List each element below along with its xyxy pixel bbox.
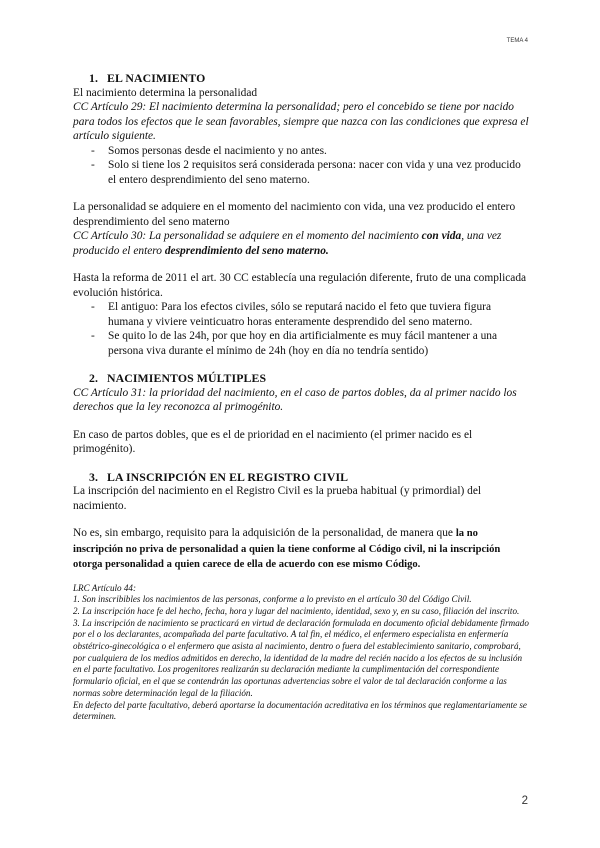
requisito-bold: la no inscripción no priva de personalidad a quien la tiene conforme al Código civil, ni la inscripción otorga personalidad a quien carece de ella de acuerdo con ese mismo Código. bbox=[73, 528, 501, 570]
section-title-nacimiento bbox=[73, 71, 529, 86]
section-title-text: NACIMIENTOS MÚLTIPLES bbox=[107, 371, 267, 385]
section-title-text: EL NACIMIENTO bbox=[107, 71, 206, 85]
article-30-text: CC Artículo 30: La personalidad se adquiere en el momento del nacimiento bbox=[73, 230, 422, 242]
list-item: - Se quito lo de las 24h, por que hoy en dia artificialmente es muy fácil mantener a una persona viva durante el mínimo de 24h (hoy en día no tendría sentido) bbox=[91, 329, 529, 358]
article-29-quote: CC Artículo 29: El nacimiento determina la personalidad; pero el concebido se tiene por nacido para todos los efectos que le sean favorables, siempre que nazca con las condiciones que expresa el artículo siguiente. bbox=[73, 101, 529, 142]
requisito-text: No es, sin embargo, requisito para la adquisición de la personalidad, de manera que bbox=[73, 527, 456, 539]
section-number: 2. bbox=[89, 371, 99, 385]
list-item: - Solo si tiene los 2 requisitos será considerada persona: nacer con vida y una vez producido el entero desprendimiento del seno materno. bbox=[91, 158, 529, 187]
requirements-list bbox=[73, 144, 529, 188]
document-body bbox=[73, 71, 529, 723]
lrc-item: En defecto del parte facultativo, deberá aportarse la documentación acreditativa en los términos que reglamentariamente se determinen. bbox=[73, 699, 527, 722]
lrc-title: LRC Artículo 44: bbox=[73, 582, 136, 593]
reform-paragraph: Hasta la reforma de 2011 el art. 30 CC establecía una regulación diferente, fruto de una complicada evolución histórica. bbox=[73, 272, 527, 299]
acquire-paragraph: La personalidad se adquiere en el momento del nacimiento con vida, una vez producido el entero desprendimiento del seno materno bbox=[73, 201, 516, 228]
list-item: - El antiguo: Para los efectos civiles, sólo se reputará nacido el feto que tuviera figura humana y viviere veinticuatro horas enteramente desprendido del seno materno. bbox=[91, 300, 529, 329]
registro-paragraph: La inscripción del nacimiento en el Registro Civil es la prueba habitual (y primordial) del nacimiento. bbox=[73, 485, 482, 512]
list-item: - Somos personas desde el nacimiento y no antes. bbox=[91, 144, 529, 159]
section-title-nacimientos-multiples bbox=[73, 371, 529, 386]
intro-line: El nacimiento determina la personalidad bbox=[73, 86, 258, 99]
article-31-quote: CC Artículo 31: la prioridad del nacimiento, en el caso de partos dobles, da al primer nacido los derechos que la ley reconozca al primogénito. bbox=[73, 386, 517, 413]
lrc-item: 2. La inscripción hace fe del hecho, fecha, hora y lugar del nacimiento, identidad, sexo y, en su caso, filiación del inscrito. bbox=[73, 605, 520, 616]
lrc-article-44 bbox=[73, 583, 529, 723]
article-30-text: , una vez producido el entero bbox=[73, 230, 502, 257]
page-number: 2 bbox=[521, 795, 528, 807]
lrc-item: 1. Son inscribibles los nacimientos de las personas, conforme a lo previsto en el artículo 30 del Código Civil. bbox=[73, 594, 472, 605]
section-title-inscripcion bbox=[73, 470, 529, 485]
article-30-bold: con vida bbox=[421, 230, 462, 242]
lrc-item: 3. La inscripción de nacimiento se practicará en virtud de declaración formulada en documento oficial debidamente firmado por el o los declarantes, acompañada del parte facultativo. A tal fin, el médico, el enfermero especialista en enfermería obstétrico-ginecológica o el enfermero que asista al nacimiento, dentro o fuera del establecimiento sanitario, comprobará, por cualquiera de los medios admitidos en derecho, la identidad de la madre del recién nacido a los efectos de su inclusión en el parte facultativo. Los progenitores realizarán su declaración mediante la cumplimentación del correspondiente formulario oficial, en el que se contendrán las oportunas advertencias sobre el valor de tal declaración conforme a las normas sobre determinación legal de la filiación. bbox=[73, 617, 529, 698]
article-30-bold: desprendimiento del seno materno. bbox=[164, 244, 329, 257]
section-title-text: LA INSCRIPCIÓN EN EL REGISTRO CIVIL bbox=[107, 469, 349, 484]
article-30-quote bbox=[73, 229, 529, 258]
partos-dobles-paragraph: En caso de partos dobles, que es el de prioridad en el nacimiento (el primer nacido es el primogénito). bbox=[73, 428, 473, 455]
section-number: 3. bbox=[89, 469, 99, 484]
running-header: TEMA 4 bbox=[506, 38, 528, 44]
section-number: 1. bbox=[89, 71, 99, 85]
reform-list bbox=[73, 300, 529, 358]
requisito-paragraph bbox=[73, 526, 529, 573]
